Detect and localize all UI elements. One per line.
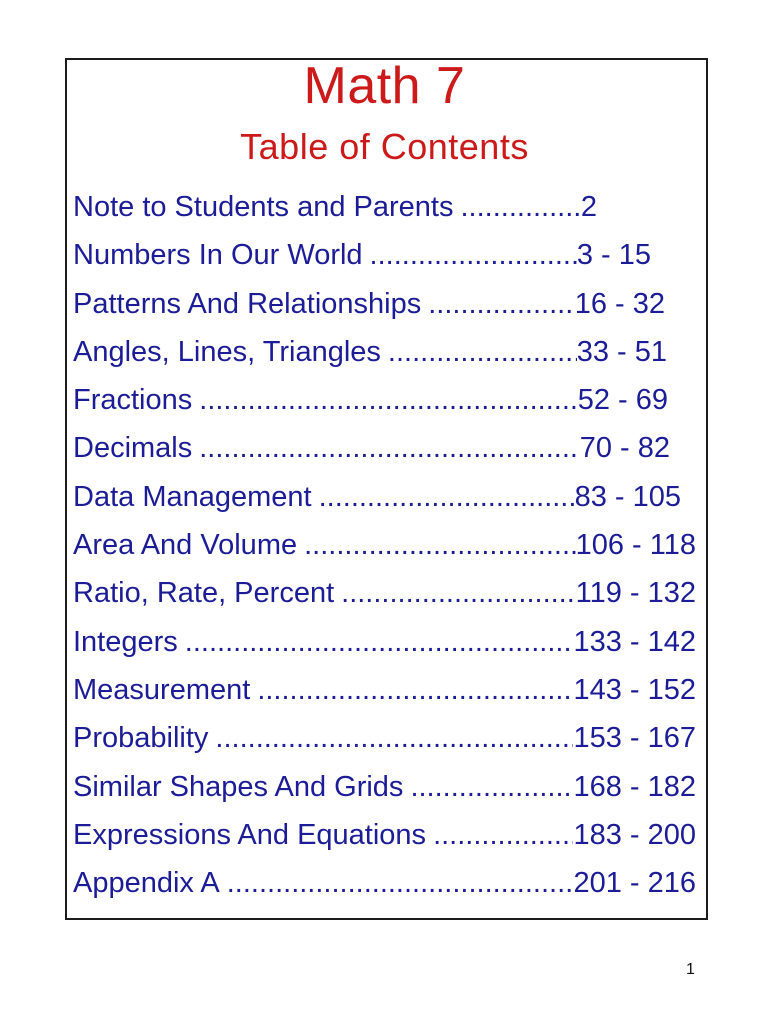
toc-entry-title: Patterns And Relationships <box>73 287 422 320</box>
toc-row <box>73 183 696 231</box>
toc-entry-pages: 168 - 182 <box>573 770 696 803</box>
toc-entry-pages: 106 - 118 <box>575 529 696 562</box>
toc-row <box>73 280 696 328</box>
toc-entry-title: Probability <box>73 722 209 755</box>
toc-entry-title: Angles, Lines, Triangles <box>73 335 381 368</box>
dot-leader-icon <box>250 666 573 714</box>
toc-entry-title: Area And Volume <box>73 529 298 562</box>
toc-entry-pages: 33 - 51 <box>576 335 667 368</box>
dot-leader-icon <box>178 618 574 666</box>
toc-heading: Table of Contents <box>240 126 529 167</box>
toc-row <box>73 521 696 569</box>
dot-leader-icon <box>453 183 580 231</box>
toc-entry-pages: 143 - 152 <box>573 673 696 706</box>
toc-row <box>73 231 696 279</box>
toc-entry-title: Expressions And Equations <box>73 818 427 851</box>
dot-leader-icon <box>334 569 575 617</box>
toc-entry-title: Measurement <box>73 673 251 706</box>
dot-leader-icon <box>426 811 573 859</box>
toc-entry-title: Appendix A <box>73 867 220 900</box>
toc-row <box>73 666 696 714</box>
toc-frame <box>65 58 708 920</box>
toc-entry-title: Fractions <box>73 384 193 417</box>
toc-entry-pages: 119 - 132 <box>575 577 696 610</box>
toc-entry-title: Ratio, Rate, Percent <box>73 577 335 610</box>
toc-row <box>73 569 696 617</box>
toc-entry-title: Integers <box>73 625 178 658</box>
toc-row <box>73 376 696 424</box>
toc-entry-title: Note to Students and Parents <box>73 191 454 223</box>
dot-leader-icon <box>403 763 573 811</box>
toc-row <box>73 714 696 762</box>
page-number: 1 <box>686 961 695 978</box>
toc-entry-pages: 183 - 200 <box>573 818 696 851</box>
toc-row <box>73 763 696 811</box>
toc-entry-pages: 3 - 15 <box>576 239 651 272</box>
toc-row <box>73 424 696 472</box>
toc-entry-title: Data Management <box>73 480 312 513</box>
toc-row <box>73 811 696 859</box>
toc-entry-pages: 70 - 82 <box>579 432 670 465</box>
dot-leader-icon <box>381 328 577 376</box>
toc-entry-pages: 201 - 216 <box>573 867 696 900</box>
toc-entry-title: Similar Shapes And Grids <box>73 770 404 803</box>
toc-entry-pages: 52 - 69 <box>577 384 668 417</box>
toc-entry-pages: 83 - 105 <box>574 480 681 513</box>
dot-leader-icon <box>363 231 577 279</box>
dot-leader-icon <box>421 280 574 328</box>
book-title: Math 7 <box>303 57 466 115</box>
toc-entry-title: Decimals <box>73 432 193 465</box>
toc-row <box>73 473 696 521</box>
toc-row <box>73 859 696 907</box>
toc-entry-title: Numbers In Our World <box>73 239 363 272</box>
dot-leader-icon <box>297 521 576 569</box>
toc-row <box>73 328 696 376</box>
dot-leader-icon <box>312 473 575 521</box>
toc-list <box>73 183 696 907</box>
toc-entry-pages: 153 - 167 <box>573 722 696 755</box>
dot-leader-icon <box>208 714 573 762</box>
toc-entry-pages: 2 <box>580 191 597 223</box>
dot-leader-icon <box>192 376 577 424</box>
dot-leader-icon <box>192 424 579 472</box>
toc-entry-pages: 16 - 32 <box>574 287 665 320</box>
toc-entry-pages: 133 - 142 <box>573 625 696 658</box>
toc-row <box>73 618 696 666</box>
dot-leader-icon <box>220 859 574 907</box>
